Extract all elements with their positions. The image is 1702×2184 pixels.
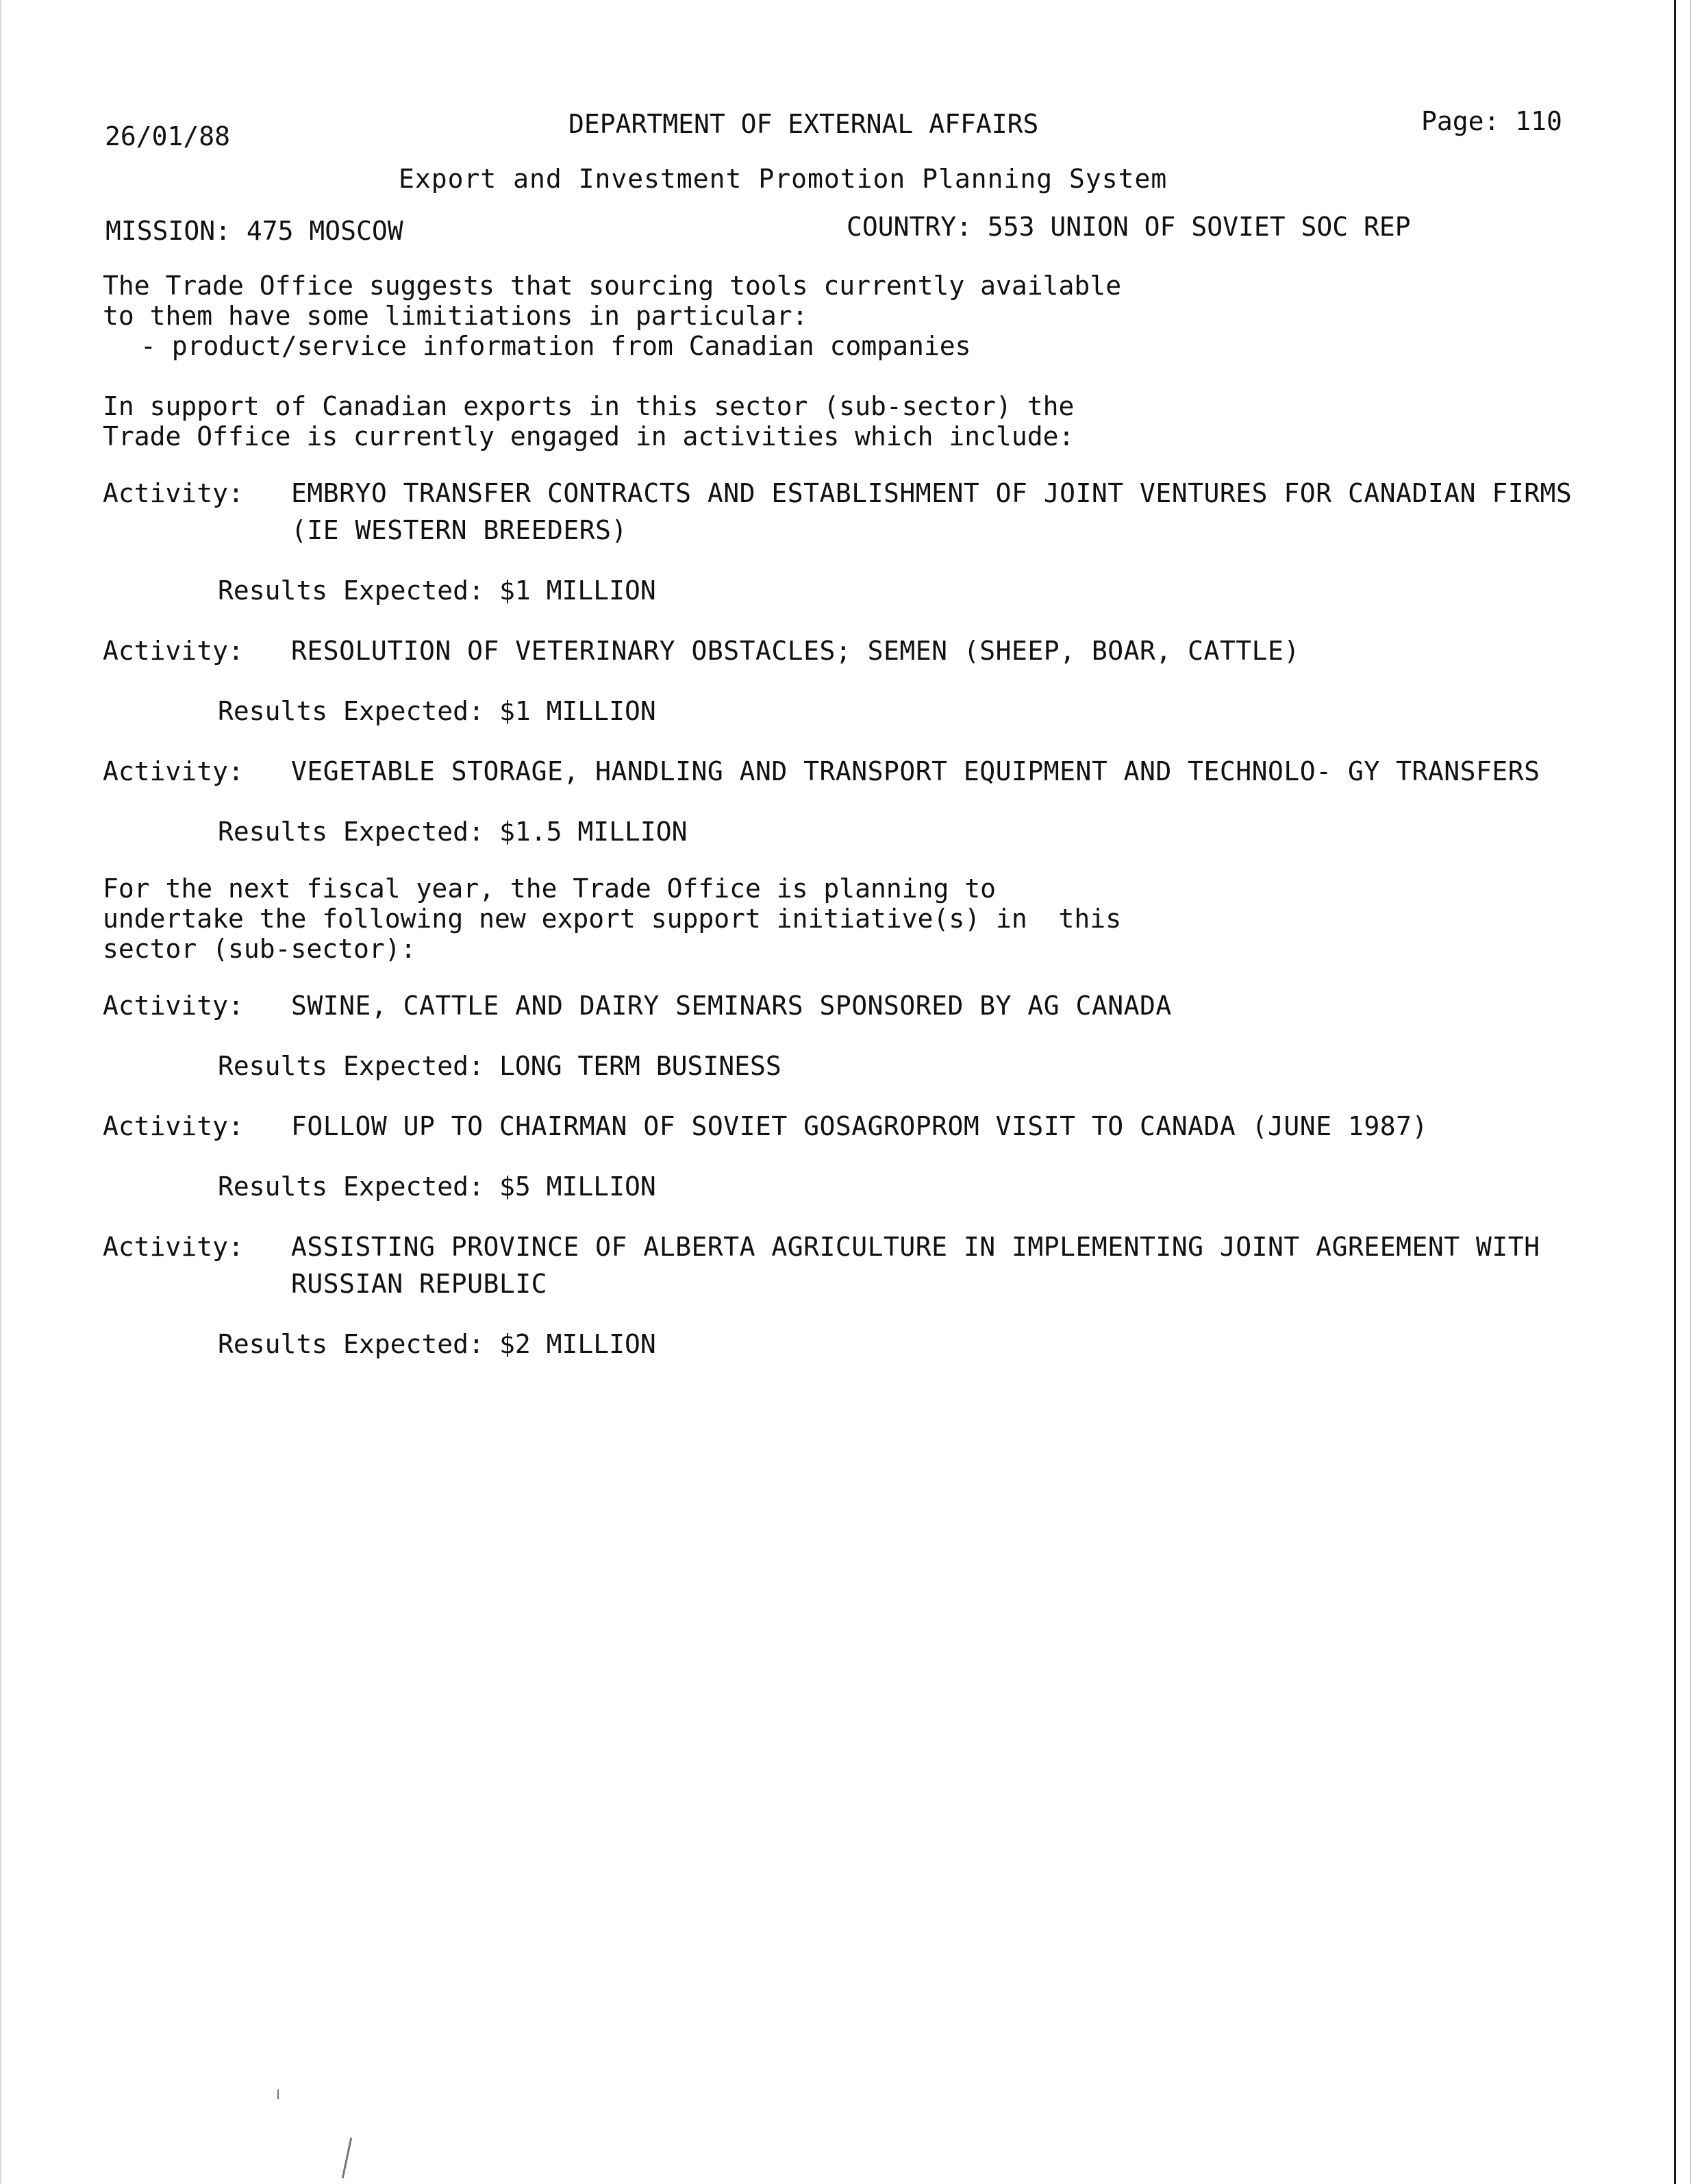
department-title: DEPARTMENT OF EXTERNAL AFFAIRS: [568, 109, 1039, 139]
results-value: $1 MILLION: [499, 575, 656, 606]
scan-mark: [277, 2089, 279, 2099]
results-label: Results Expected:: [218, 696, 484, 726]
activity-item: [103, 987, 1575, 1024]
activity-text: SWINE, CATTLE AND DAIRY SEMINARS SPONSORED BY AG CANADA: [291, 991, 1172, 1021]
next-year-line: undertake the following new export support initiative(s) in this: [103, 904, 1122, 934]
document-body: [103, 106, 1575, 1363]
support-line: Trade Office is currently engaged in activities which include:: [103, 421, 1075, 451]
results-expected: [103, 693, 1575, 730]
activity-label: Activity:: [103, 991, 244, 1021]
activity-text: FOLLOW UP TO CHAIRMAN OF SOVIET GOSAGROPROM VISIT TO CANADA (JUNE 1987): [291, 1111, 1428, 1141]
scan-mark: [342, 2137, 352, 2178]
activity-label: Activity:: [103, 756, 244, 786]
support-paragraph: [103, 391, 1575, 451]
next-year-line: For the next fiscal year, the Trade Office is planning to: [103, 873, 997, 904]
activity-item: [103, 753, 1575, 790]
scan-right-edge: [1674, 0, 1676, 2184]
scan-right-edge-outer: [1690, 0, 1691, 2184]
results-label: Results Expected:: [218, 1051, 484, 1081]
results-expected: [103, 1168, 1575, 1205]
current-activities: [103, 475, 1575, 850]
results-expected: [103, 813, 1575, 850]
activity-label: Activity:: [103, 1232, 244, 1262]
activity-text: ASSISTING PROVINCE OF ALBERTA AGRICULTURE IN IMPLEMENTING JOINT AGREEMENT WITH RUSSIAN REPUBLIC: [291, 1232, 1540, 1299]
results-label: Results Expected:: [218, 817, 484, 847]
document-header: [103, 106, 1575, 151]
results-value: $1 MILLION: [499, 696, 656, 726]
results-label: Results Expected:: [218, 1329, 484, 1359]
results-expected: [103, 1047, 1575, 1084]
results-value: $1.5 MILLION: [499, 817, 688, 847]
activity-label: Activity:: [103, 636, 244, 666]
results-value: $5 MILLION: [499, 1171, 656, 1202]
intro-line: to them have some limitiations in particular:: [103, 301, 808, 331]
support-line: In support of Canadian exports in this sector (sub-sector) the: [103, 391, 1075, 421]
system-subtitle: Export and Investment Promotion Planning System: [399, 164, 1168, 194]
activity-label: Activity:: [103, 478, 244, 508]
activity-item: [103, 475, 1575, 549]
activity-text: VEGETABLE STORAGE, HANDLING AND TRANSPORT EQUIPMENT AND TECHNOLO- GY TRANSFERS: [291, 756, 1540, 786]
activity-item: [103, 632, 1575, 669]
mission-field: MISSION: 475 MOSCOW: [105, 216, 403, 246]
intro-paragraph: [103, 271, 1575, 361]
mission-country-row: [103, 212, 1575, 250]
results-value: LONG TERM BUSINESS: [499, 1051, 781, 1081]
results-expected: [103, 572, 1575, 609]
results-label: Results Expected:: [218, 575, 484, 606]
report-date: 26/01/88: [105, 121, 231, 151]
intro-line: The Trade Office suggests that sourcing tools currently available: [103, 271, 1122, 301]
page-number: Page: 110: [1421, 106, 1562, 136]
activity-item: [103, 1108, 1575, 1145]
activity-item: [103, 1228, 1575, 1302]
results-label: Results Expected:: [218, 1171, 484, 1202]
activity-text: EMBRYO TRANSFER CONTRACTS AND ESTABLISHMENT OF JOINT VENTURES FOR CANADIAN FIRMS (IE WESTERN BREEDERS): [291, 478, 1573, 545]
next-year-line: sector (sub-sector):: [103, 934, 416, 964]
results-expected: [103, 1326, 1575, 1363]
results-value: $2 MILLION: [499, 1329, 656, 1359]
activity-label: Activity:: [103, 1111, 244, 1141]
country-field: COUNTRY: 553 UNION OF SOVIET SOC REP: [847, 212, 1411, 242]
scan-left-edge: [0, 0, 1, 2184]
next-year-paragraph: [103, 873, 1575, 964]
intro-bullet: - product/service information from Canadian companies: [140, 331, 971, 361]
planned-activities: [103, 987, 1575, 1363]
activity-text: RESOLUTION OF VETERINARY OBSTACLES; SEMEN (SHEEP, BOAR, CATTLE): [291, 636, 1300, 666]
